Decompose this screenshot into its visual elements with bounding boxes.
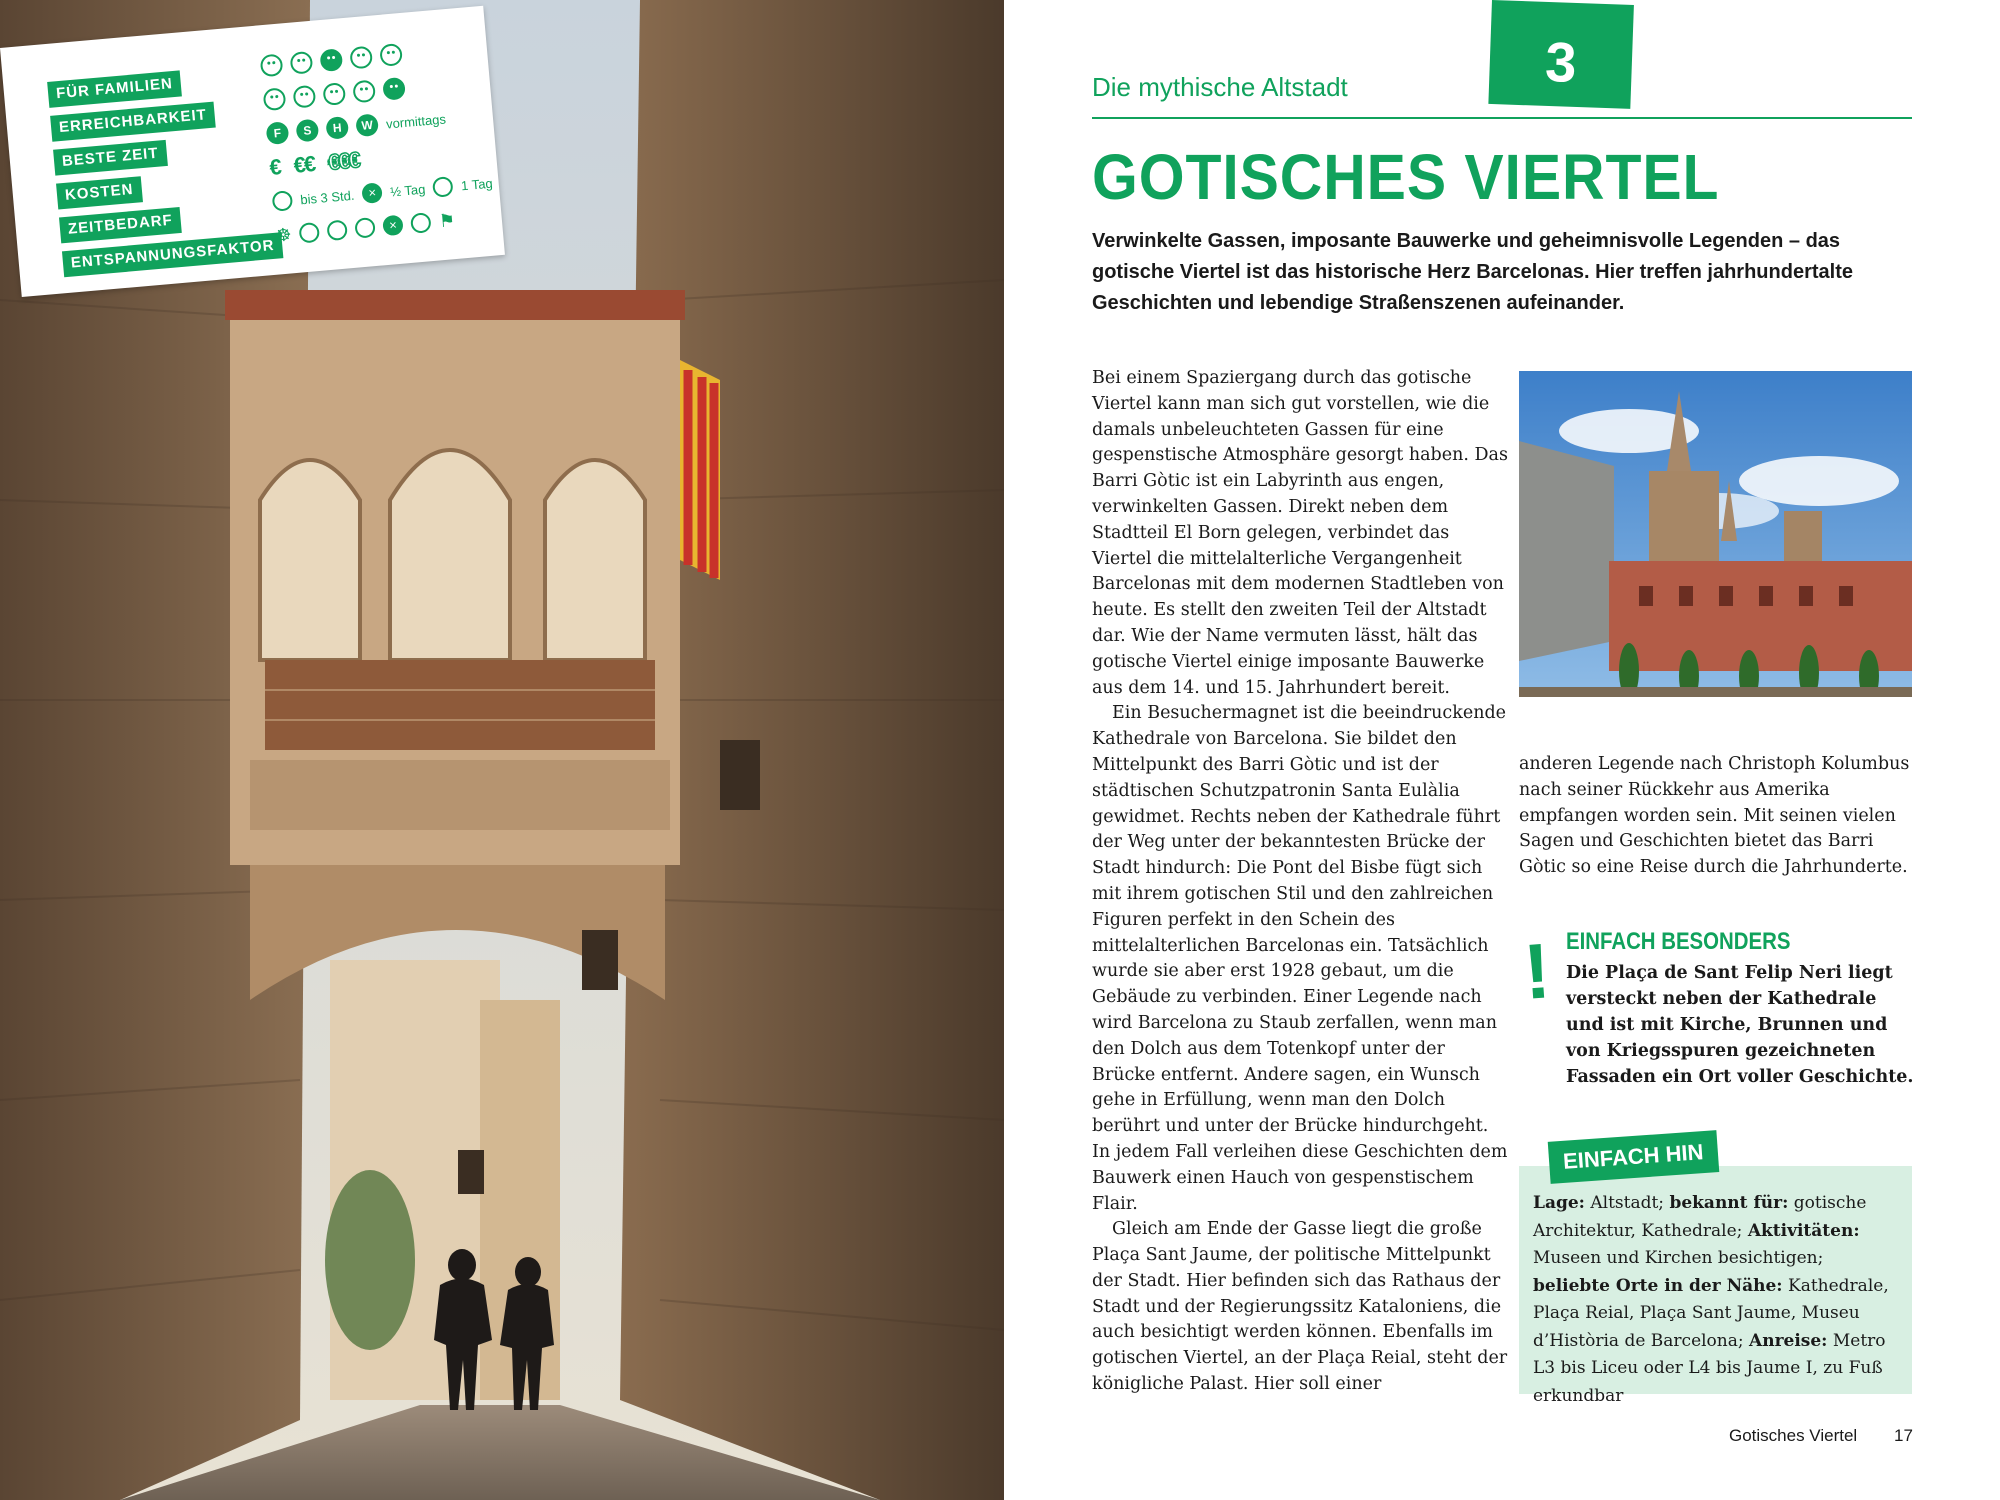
cost-mid: €€ <box>292 151 316 178</box>
special-title: EINFACH BESONDERS <box>1566 928 1791 955</box>
scale-dot-icon <box>410 212 432 234</box>
scale-dot-icon <box>299 222 321 244</box>
info-value: gotische Architektur, Kathedrale; <box>1533 1193 1867 1241</box>
info-label: Anreise: <box>1749 1330 1828 1351</box>
running-person-icon: ⚑ <box>438 209 456 232</box>
access-rating-row <box>262 75 406 113</box>
best-time-note: vormittags <box>385 110 447 132</box>
exclamation-icon: ! <box>1520 926 1554 1016</box>
season-f-icon: F <box>266 121 290 145</box>
smiley-icon <box>352 80 376 104</box>
rating-label-entspannung: ENTSPANNUNGSFAKTOR <box>62 232 284 277</box>
smiley-selected-icon <box>319 48 343 72</box>
scale-dot-icon <box>354 217 376 239</box>
einfach-hin-box <box>1519 1139 1912 1406</box>
info-label: Lage: <box>1533 1193 1585 1213</box>
body-paragraph: Bei einem Spaziergang durch das gotische Viertel kann man sich gut vorstellen, wie die damals unbeleuchteten Gassen für eine gespenstische Atmosphäre gesorgt haben. Das Barri Gòtic ist ein Labyrinth aus engen, verwinkelten Gassen. Direkt neben dem Stadtteil El Born gelegen, verbindet das Viertel die mittelalterliche Vergangenheit Barcelonas mit dem modernen Stadtleben von heute. Es stellt den zweiten Teil der Altstadt dar. Wie der Name vermuten lässt, hält das gotische Viertel einige imposante Bauwerke aus dem 14. und 15. Jahrhundert bereit. <box>1092 368 1508 698</box>
body-paragraph: Gleich am Ende der Gasse liegt die große Plaça Sant Jaume, der politische Mittelpunkt der Stadt. Hier befinden sich das Rathaus der Stadt und der Regierungssitz Kataloniens, die auch besichtigt werden können. Ebenfalls im gotischen Viertel, an der Plaça Reial, steht der königliche Palast. Hier soll einer <box>1092 1219 1508 1395</box>
cost-high: €€€ <box>326 147 360 175</box>
relax-row <box>274 207 456 249</box>
body-column-right: anderen Legende nach Christoph Kolumbus nach seiner Rückkehr aus Amerika empfangen worden sein. Mit seinen vielen Sagen und Geschichten bietet das Barri Gòtic so eine Reise durch die Jahrhunderte. <box>1519 754 1910 878</box>
info-value: Altstadt; <box>1590 1193 1665 1213</box>
info-tag: EINFACH HIN <box>1548 1130 1719 1184</box>
text-page <box>1004 0 2000 1500</box>
page-title: GOTISCHES VIERTEL <box>1092 141 1720 213</box>
duration-half: ½ Tag <box>389 180 426 200</box>
body-paragraph: Ein Besuchermagnet ist die beeindruckende Kathedrale von Barcelona. Sie bildet den Mittelpunkt des Barri Gòtic und ist der städtischen Schutzpatronin Santa Eulàlia gewidmet. Rechts neben der Kathedrale führt der Weg unter der bekanntesten Brücke der Stadt hindurch: Die Pont del Bisbe fügt sich mit ihrem gotischen Stil und den zahlreichen Figuren perfekt in den Schein des mittelalterlichen Barcelonas ein. Tatsächlich wurde sie aber erst 1928 gebaut, um die Gebäude zu verbinden. Einer Legende nach wird Barcelona zu Staub zerfallen, wenn man den Dolch aus dem Totenkopf unter der Brücke entfernt. Andere sagen, ein Wunsch gehe in Erfüllung, wenn man den Dolch berührt und unter der Brücke hindurchgeht. In jedem Fall verleihen diese Geschichten dem Bauwerk einen Hauch von gespenstischem Flair. <box>1092 703 1508 1214</box>
smiley-icon <box>290 51 314 75</box>
season-row <box>265 105 447 147</box>
info-value: Metro L3 bis Liceu oder L4 bis Jaume I, zu Fuß erkundbar <box>1533 1330 1886 1406</box>
meditation-icon: ☸ <box>274 223 293 247</box>
rating-label-familien: FÜR FAMILIEN <box>47 70 182 107</box>
scale-dot-selected-icon: × <box>382 215 404 237</box>
info-label: bekannt für: <box>1669 1193 1789 1213</box>
cost-low: € <box>268 154 281 180</box>
cost-row <box>268 147 359 181</box>
duration-short: bis 3 Std. <box>299 187 355 207</box>
rating-label-zeitbedarf: ZEITBEDARF <box>59 207 182 243</box>
body-column-left <box>1092 366 1512 1398</box>
season-h-icon: H <box>325 116 349 140</box>
smiley-selected-icon <box>382 77 406 101</box>
info-value: Kathedrale, Plaça Reial, Plaça Sant Jaume, Museu d’Història de Barcelona; <box>1533 1275 1889 1351</box>
cathedral-illustration <box>1519 371 1912 697</box>
kicker: Die mythische Altstadt <box>1092 72 1348 102</box>
special-text: Die Plaça de Sant Felip Neri liegt versteckt neben der Kathedrale und ist mit Kirche, Brunnen und von Kriegsspuren gezeichneten Fassaden ein Ort voller Geschichte. <box>1566 963 1914 1087</box>
running-footer-title: Gotisches Viertel <box>1729 1426 1858 1445</box>
smiley-icon <box>260 53 284 77</box>
rating-card <box>0 6 505 297</box>
kicker-divider <box>1092 117 1912 119</box>
lead-paragraph: Verwinkelte Gassen, imposante Bauwerke und geheimnisvolle Legenden – das gotische Viertel ist das historische Herz Barcelonas. Hier treffen jahrhundertalte Geschichten und lebendige Straßenszenen aufeinander. <box>1092 230 1853 314</box>
rating-label-erreichbarkeit: ERREICHBARKEIT <box>50 102 216 142</box>
scale-dot-icon <box>326 219 348 241</box>
smiley-icon <box>322 82 346 106</box>
season-w-icon: W <box>355 113 379 137</box>
rating-label-beste-zeit: BESTE ZEIT <box>53 140 168 176</box>
family-rating-row <box>259 41 403 79</box>
smiley-icon <box>349 46 373 70</box>
smiley-icon <box>379 43 403 67</box>
smiley-icon <box>292 85 316 109</box>
info-label: beliebte Orte in der Nähe: <box>1533 1275 1783 1296</box>
info-value: Museen und Kirchen besichtigen; <box>1533 1248 1824 1268</box>
page-number: 17 <box>1894 1426 1913 1445</box>
info-label: Aktivitäten: <box>1747 1220 1860 1241</box>
info-text <box>1533 1190 1905 1410</box>
rating-label-kosten: KOSTEN <box>56 176 142 209</box>
radio-checked-icon: × <box>361 182 383 204</box>
smiley-icon <box>263 87 287 111</box>
season-s-icon: S <box>295 119 319 143</box>
radio-off-icon <box>432 176 454 198</box>
chapter-number-tab: 3 <box>1488 0 1634 109</box>
duration-full: 1 Tag <box>460 175 494 193</box>
radio-off-icon <box>272 190 294 212</box>
inset-photo-cathedral <box>1519 371 1912 697</box>
